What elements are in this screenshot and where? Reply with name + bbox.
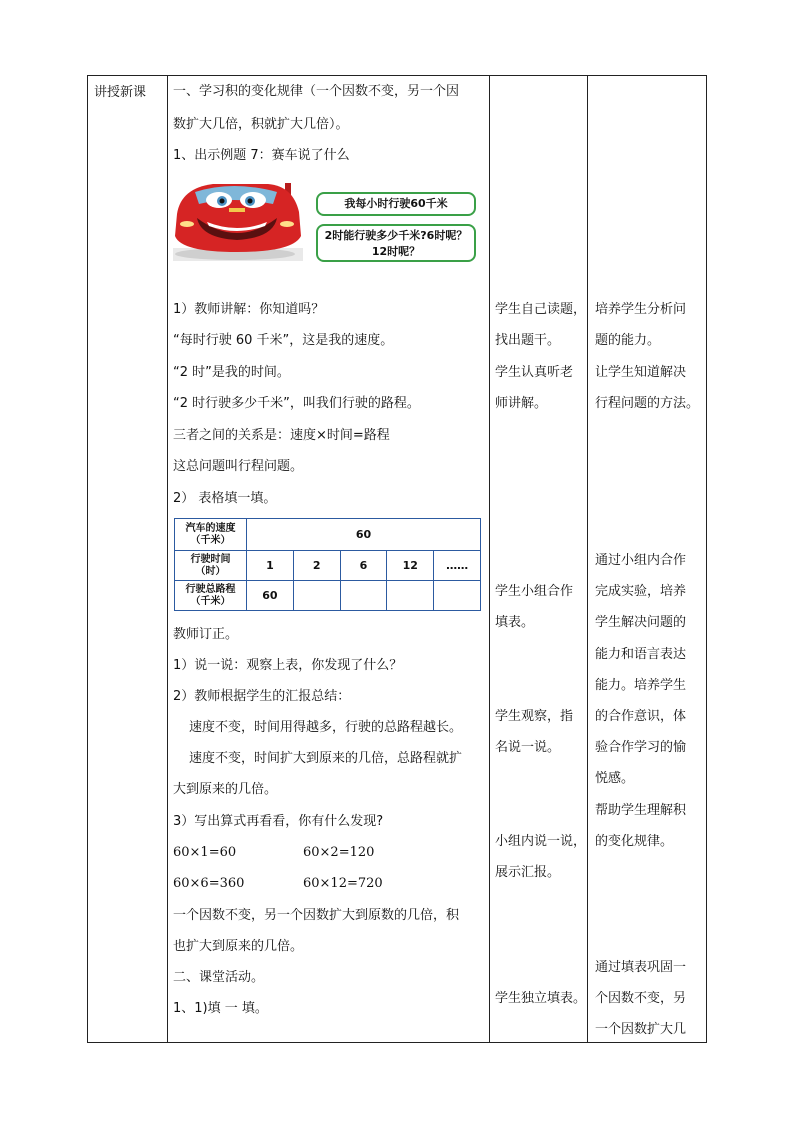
purpose-line: 让学生知道解决 [595,365,687,380]
speed-value-cell: 60 [247,519,481,551]
content-cell [168,76,489,1042]
distance-cell [387,581,434,611]
purpose-line: 帮助学生理解积 [595,803,687,818]
label-line: 汽车的速度 [185,522,236,534]
speech-bubble-question [316,224,476,262]
purpose-line: 验合作学习的愉 [595,740,687,755]
time-label-cell [175,551,247,581]
purpose-line: 能力和语言表达 [595,647,687,662]
distance-label-cell [175,581,247,611]
content-line: 二、课堂活动。 [173,970,265,985]
student-line: 填表。 [495,615,535,630]
content-line: “2 时行驶多少千米”，叫我们行驶的路程。 [173,396,420,411]
content-line: 大到原来的几倍。 [173,782,278,797]
student-line: 找出题干。 [495,333,561,348]
distance-cell [434,581,481,611]
content-line: 1）教师讲解：你知道吗？ [173,302,325,317]
student-line: 学生认真听老 [495,365,574,380]
purpose-line: 学生解决问题的 [595,615,687,630]
content-line: 数扩大几倍，积就扩大几倍）。 [173,117,349,132]
content-line: “2 时”是我的时间。 [173,365,290,380]
speed-time-table [174,518,481,611]
content-line: “每时行驶 60 千米”，这是我的速度。 [173,333,394,348]
formula: 60×6=360 [173,876,245,891]
content-line: 3）写出算式再看看，你有什么发现? [173,814,384,829]
purpose-line: 培养学生分析问 [595,302,687,317]
formula: 60×12=720 [303,876,383,891]
purpose-line: 的变化规律。 [595,834,674,849]
content-line: 2） 表格填一填。 [173,491,277,506]
label-line: （时） [195,565,226,577]
lesson-table [87,75,707,1043]
student-line: 学生自己读题， [495,302,587,317]
race-car-icon [173,178,303,261]
section-label: 讲授新课 [94,85,147,100]
purpose-line: 题的能力。 [595,333,661,348]
purpose-line: 通过填表巩固一 [595,960,687,975]
section-cell [88,76,167,1042]
purpose-cell [588,76,706,1042]
purpose-line: 的合作意识，体 [595,709,687,724]
time-cell: 12 [387,551,434,581]
content-line: 也扩大到原来的几倍。 [173,939,304,954]
student-line: 师讲解。 [495,396,548,411]
purpose-line: 个因数不变，另 [595,991,687,1006]
student-line: 学生小组合作 [495,584,574,599]
purpose-line: 行程问题的方法。 [595,396,700,411]
content-line: 1、出示例题 7：赛车说了什么 [173,148,350,163]
purpose-line: 一个因数扩大几 [595,1022,687,1037]
content-line: 速度不变，时间用得越多，行驶的总路程越长。 [189,720,463,735]
content-line: 1）说一说：观察上表，你发现了什么？ [173,658,403,673]
student-line: 学生独立填表。 [495,991,587,1006]
purpose-line: 完成实验，培养 [595,584,687,599]
student-cell [490,76,587,1042]
time-cell: 2 [293,551,340,581]
content-line: 这总问题叫行程问题。 [173,459,304,474]
student-line: 小组内说一说， [495,834,587,849]
race-car-illustration [173,178,481,261]
distance-cell: 60 [247,581,294,611]
bubble-line: 12时呢？ [371,245,421,258]
distance-cell [340,581,387,611]
time-cell: 1 [247,551,294,581]
student-line: 学生观察，指 [495,709,574,724]
content-line: 教师订正。 [173,627,239,642]
student-line: 名说一说。 [495,740,561,755]
content-line: 一个因数不变，另一个因数扩大到原数的几倍，积 [173,908,460,923]
content-line: 一、学习积的变化规律（一个因数不变，另一个因 [173,84,460,99]
content-line: 三者之间的关系是：速度×时间=路程 [173,428,390,443]
formula: 60×2=120 [303,845,375,860]
content-line: 速度不变，时间扩大到原来的几倍，总路程就扩 [189,751,463,766]
purpose-line: 通过小组内合作 [595,553,687,568]
distance-cell [293,581,340,611]
purpose-line: 悦感。 [595,771,635,786]
label-line: （千米） [190,534,231,546]
student-line: 展示汇报。 [495,865,561,880]
label-line: 行驶总路程 [185,583,236,595]
bubble-line: 2时能行驶多少千米?6时呢？ [324,229,468,242]
time-cell: …… [434,551,481,581]
content-line: 2）教师根据学生的汇报总结： [173,689,351,704]
purpose-line: 能力。培养学生 [595,678,687,693]
formula: 60×1=60 [173,845,237,860]
speed-label-cell [175,519,247,551]
label-line: 行驶时间 [190,553,231,565]
label-line: （千米） [190,595,231,607]
content-line: 1、1)填 一 填。 [173,1001,268,1016]
time-cell: 6 [340,551,387,581]
speech-bubble-speed: 我每小时行驶60千米 [316,192,476,216]
